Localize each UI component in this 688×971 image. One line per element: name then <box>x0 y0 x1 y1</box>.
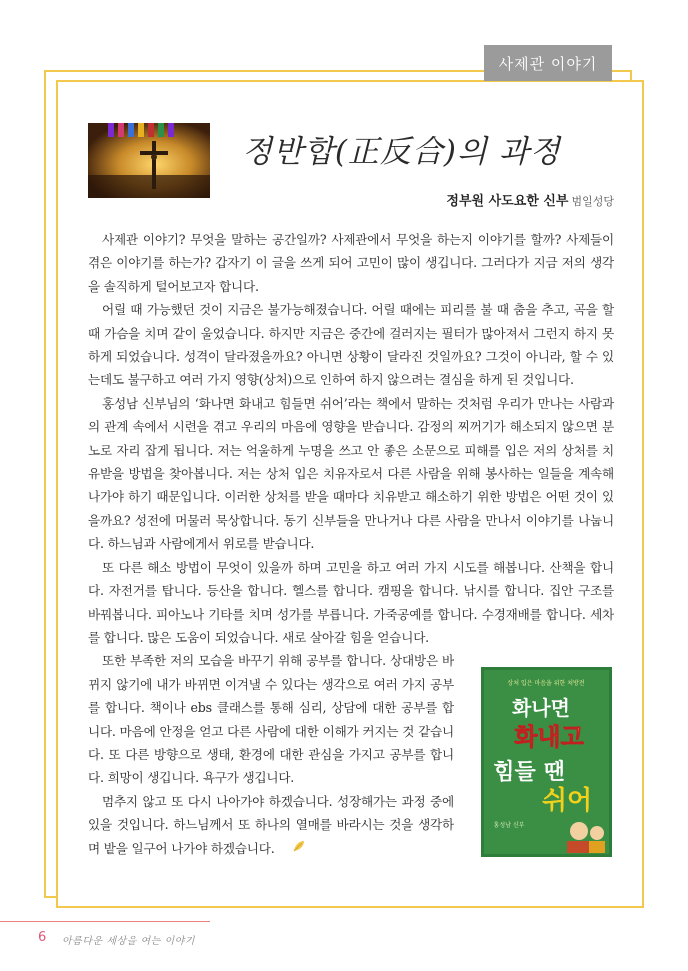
cartoon-face <box>570 822 588 840</box>
author-parish: 범일성당 <box>571 195 614 208</box>
author-name: 정부원 사도요한 신부 <box>446 194 569 209</box>
paragraph-final <box>88 790 454 861</box>
paragraph: 또한 부족한 저의 모습을 바꾸기 위해 공부를 합니다. 상대방은 바뀌지 않기에 내가 바뀌면 이겨낼 수 있다는 생각으로 여러 가지 공부를 합니다. 책이나 ebs 클래스를 통해 심리, 상담에 대한 공부를 합니다. 마음에 안정을 얻고 다른 사람에 대한 이해가 커지는 것 같습니다. 또 다른 방향으로 생태, 환경에 대한 관심을 가지고 공부를 합니다. 희망이 생깁니다. 욕구가 생깁니다. <box>88 653 454 786</box>
section-tab: 사제관 이야기 <box>484 45 612 81</box>
book-title-line3: 힘들 땐 <box>493 760 565 785</box>
church-window-photo <box>88 123 210 198</box>
article-title: 정반합(正反合)의 과정 <box>242 134 561 170</box>
paragraph: 또 다른 해소 방법이 무엇이 있을까 하며 고민을 하고 여러 가지 시도를 해봅니다. 산책을 합니다. 자전거를 탑니다. 등산을 합니다. 헬스를 합니다. 캠핑을 합니다. 낚시를 합니다. 집안 구조를 바꿔봅니다. 피아노나 기타를 치며 성가를 부릅니다. 가죽공예를 합니다. 수경재배를 합니다. 세차를 합니다. 많은 도움이 되었습니다. 새로 살아갈 힘을 얻습니다. <box>88 559 614 645</box>
magazine-tagline: 아름다운 세상을 여는 이야기 <box>62 936 195 947</box>
author-line <box>446 190 614 209</box>
book-title-line1: 화나면 <box>512 696 570 720</box>
page-number: 6 <box>38 930 47 945</box>
crucifix-image <box>88 123 210 198</box>
book-cover <box>481 667 612 857</box>
paragraph: 사제관 이야기? 무엇을 말하는 공간일까? 사제관에서 무엇을 하는지 이야기를 할까? 사제들이 겪은 이야기를 하는가? 갑자기 이 글을 쓰게 되어 고민이 많이 생깁니다. 그러다가 지금 저의 생각을 솔직하게 털어보고자 합니다. <box>88 232 614 294</box>
paragraph: 홍성남 신부님의 ‘화나면 화내고 힘들면 쉬어’라는 책에서 말하는 것처럼 우리가 만나는 사람과의 관계 속에서 시련을 겪고 우리의 마음에 영향을 받습니다. 감정의 찌꺼기가 해소되지 않으면 분노로 자리 잡게 됩니다. 저는 억울하게 누명을 쓰고 안 좋은 소문으로 피해를 입은 저의 상처를 치유받을 방법을 찾아봅니다. 저는 상처 입은 치유자로서 다른 사람을 위해 봉사하는 일들을 계속해 나가야 하기 때문입니다. 이러한 상처를 받을 때마다 치유받고 해소하기 위한 방법은 어떤 것이 있을까요? 성전에 머물러 묵상합니다. 동기 신부들을 만나거나 다른 사람을 만나서 이야기를 나눕니다. 하느님과 사람에게서 위로를 받습니다. <box>88 395 614 552</box>
book-author: 홍성남 신부 <box>493 822 525 829</box>
book-title-line2: 화내고 <box>514 723 584 751</box>
book-subtitle: 상처 입은 마음을 위한 처방전 <box>507 680 585 687</box>
leaf-icon <box>278 837 306 860</box>
footer-rule <box>0 921 210 922</box>
paragraph: 어릴 때 가능했던 것이 지금은 불가능해졌습니다. 어릴 때에는 피리를 불 때 춤을 추고, 곡을 할 때 가슴을 치며 같이 울었습니다. 하지만 지금은 중간에 걸러지는 필터가 많아져서 그런지 하지 못하게 되었습니다. 성격이 달라졌을까요? 아니면 상황이 달라진 것일까요? 그것이 아니라, 할 수 있는데도 불구하고 여러 가지 영향(상처)으로 인하여 하지 않으려는 결심을 하게 된 것입니다. <box>88 302 614 388</box>
book-title-line4: 쉬어 <box>541 786 593 816</box>
paragraph-final-text: 멈추지 않고 또 다시 나아가야 하겠습니다. 성장해가는 과정 중에 있을 것입니다. 하느님께서 또 하나의 열매를 바라시는 것을 생각하며 밭을 일구어 나가야 하겠습니다. <box>88 793 454 856</box>
